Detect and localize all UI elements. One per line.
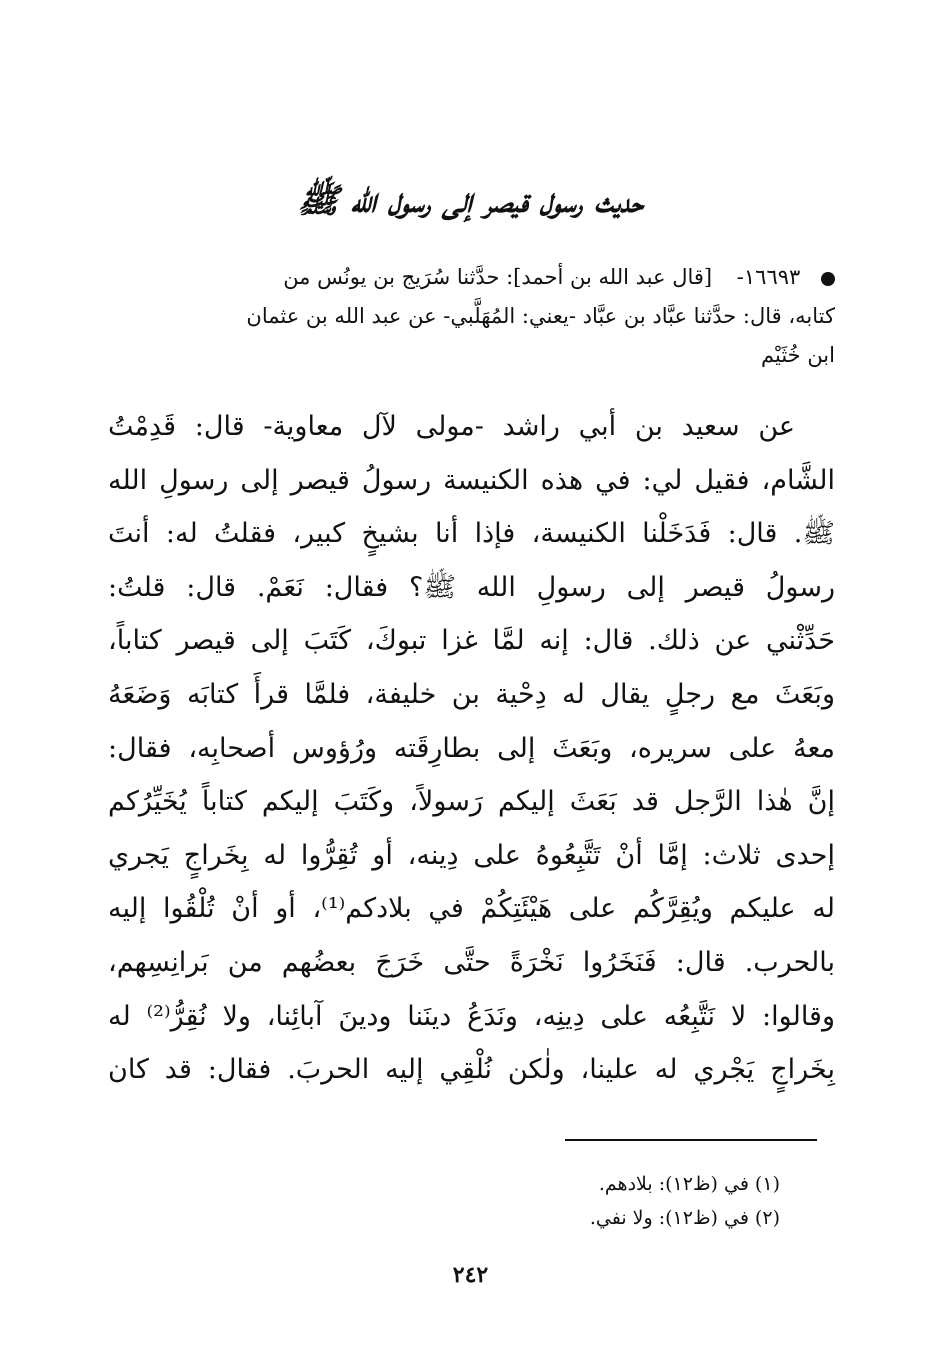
- footnote-1: (١) في (ظ١٢): بلادهم.: [598, 1173, 780, 1195]
- matn-line: وقالوا: لا نَتَّبِعُه على دِينِه، ونَدَعُ دينَنا ودينَ آبائِنا، ولا نُقِرُّ⁽²⁾ له: [108, 1000, 836, 1032]
- matn-line: معهُ على سريره، وبَعَثَ إلى بطارِقَته ورُؤوس أصحابِه، فقال:: [108, 732, 835, 764]
- matn-line: بالحرب. قال: فَنَخَرُوا نَخْرَةً حتَّى خَرَجَ بعضُهم من بَرانِسِهم،: [108, 946, 835, 978]
- isnad-line-2: كتابه، قال: حدَّثنا عبَّاد بن عبَّاد -يعني: المُهَلَّبي- عن عبد الله بن عثمان: [246, 304, 835, 328]
- matn-line: حَدِّثْني عن ذلك. قال: إنه لمَّا غزا تبوكَ، كَتَبَ إلى قيصر كتاباً،: [108, 625, 835, 657]
- matn-line: عن سعيد بن أبي راشد -مولى لآل معاوية- قال: قَدِمْتُ: [108, 411, 795, 442]
- hadith-number: ١٦٦٩٣-: [736, 265, 801, 289]
- chapter-title: حديث رسول قيصر إلى رسول الله ﷺ: [297, 181, 644, 221]
- matn-line: رسولُ قيصر إلى رسولِ الله ﷺ؟ فقال: نَعَمْ. قال: قلتُ:: [108, 571, 835, 603]
- matn-line: له عليكم ويُقِرَّكُم على هَيْئَتِكُمْ في بلادكم⁽¹⁾، أو أنْ تُلْقُوا إليه: [108, 893, 835, 925]
- matn-line: بِخَراجٍ يَجْري له علينا، ولٰكن نُلْقِي إليه الحربَ. فقال: قد كان: [108, 1054, 835, 1086]
- isnad-text: [قال عبد الله بن أحمد]: حدَّثنا سُرَيج بن يونُس من: [283, 265, 713, 289]
- footnote-separator: [565, 1139, 817, 1141]
- matn-block: [108, 400, 835, 1097]
- bullet-icon: [821, 272, 835, 286]
- matn-line: وبَعَثَ مع رجلٍ يقال له دِحْية بن خليفة، فلمَّا قرأَ كتابَه وَضَعَهُ: [108, 678, 835, 710]
- matn-line: إنَّ هٰذا الرَّجل قد بَعَثَ إليكم رَسولاً، وكَتَبَ إليكم كتاباً يُخَيِّرُكم: [108, 786, 835, 818]
- isnad-line-3: ابن خُثَيْم: [761, 343, 835, 367]
- page-number: ٢٤٢: [452, 1262, 489, 1288]
- footnotes: [108, 1167, 780, 1235]
- isnad-line-1: [108, 258, 835, 297]
- footnote-2: (٢) في (ظ١٢): ولا نفي.: [589, 1207, 780, 1229]
- matn-line: إحدى ثلاث: إمَّا أنْ تَتَّبِعُوهُ على دِينه، أو تُقِرُّوا له بِخَراجٍ يَجري: [108, 839, 835, 871]
- matn-line: الشَّام، فقيل لي: في هذه الكنيسة رسولُ قيصر إلى رسولِ الله: [108, 464, 835, 496]
- isnad-block: [108, 258, 835, 375]
- matn-line: ﷺ. قال: فَدَخَلْنا الكنيسة، فإذا أنا بشيخٍ كبير، فقلتُ له: أنتَ: [108, 518, 835, 550]
